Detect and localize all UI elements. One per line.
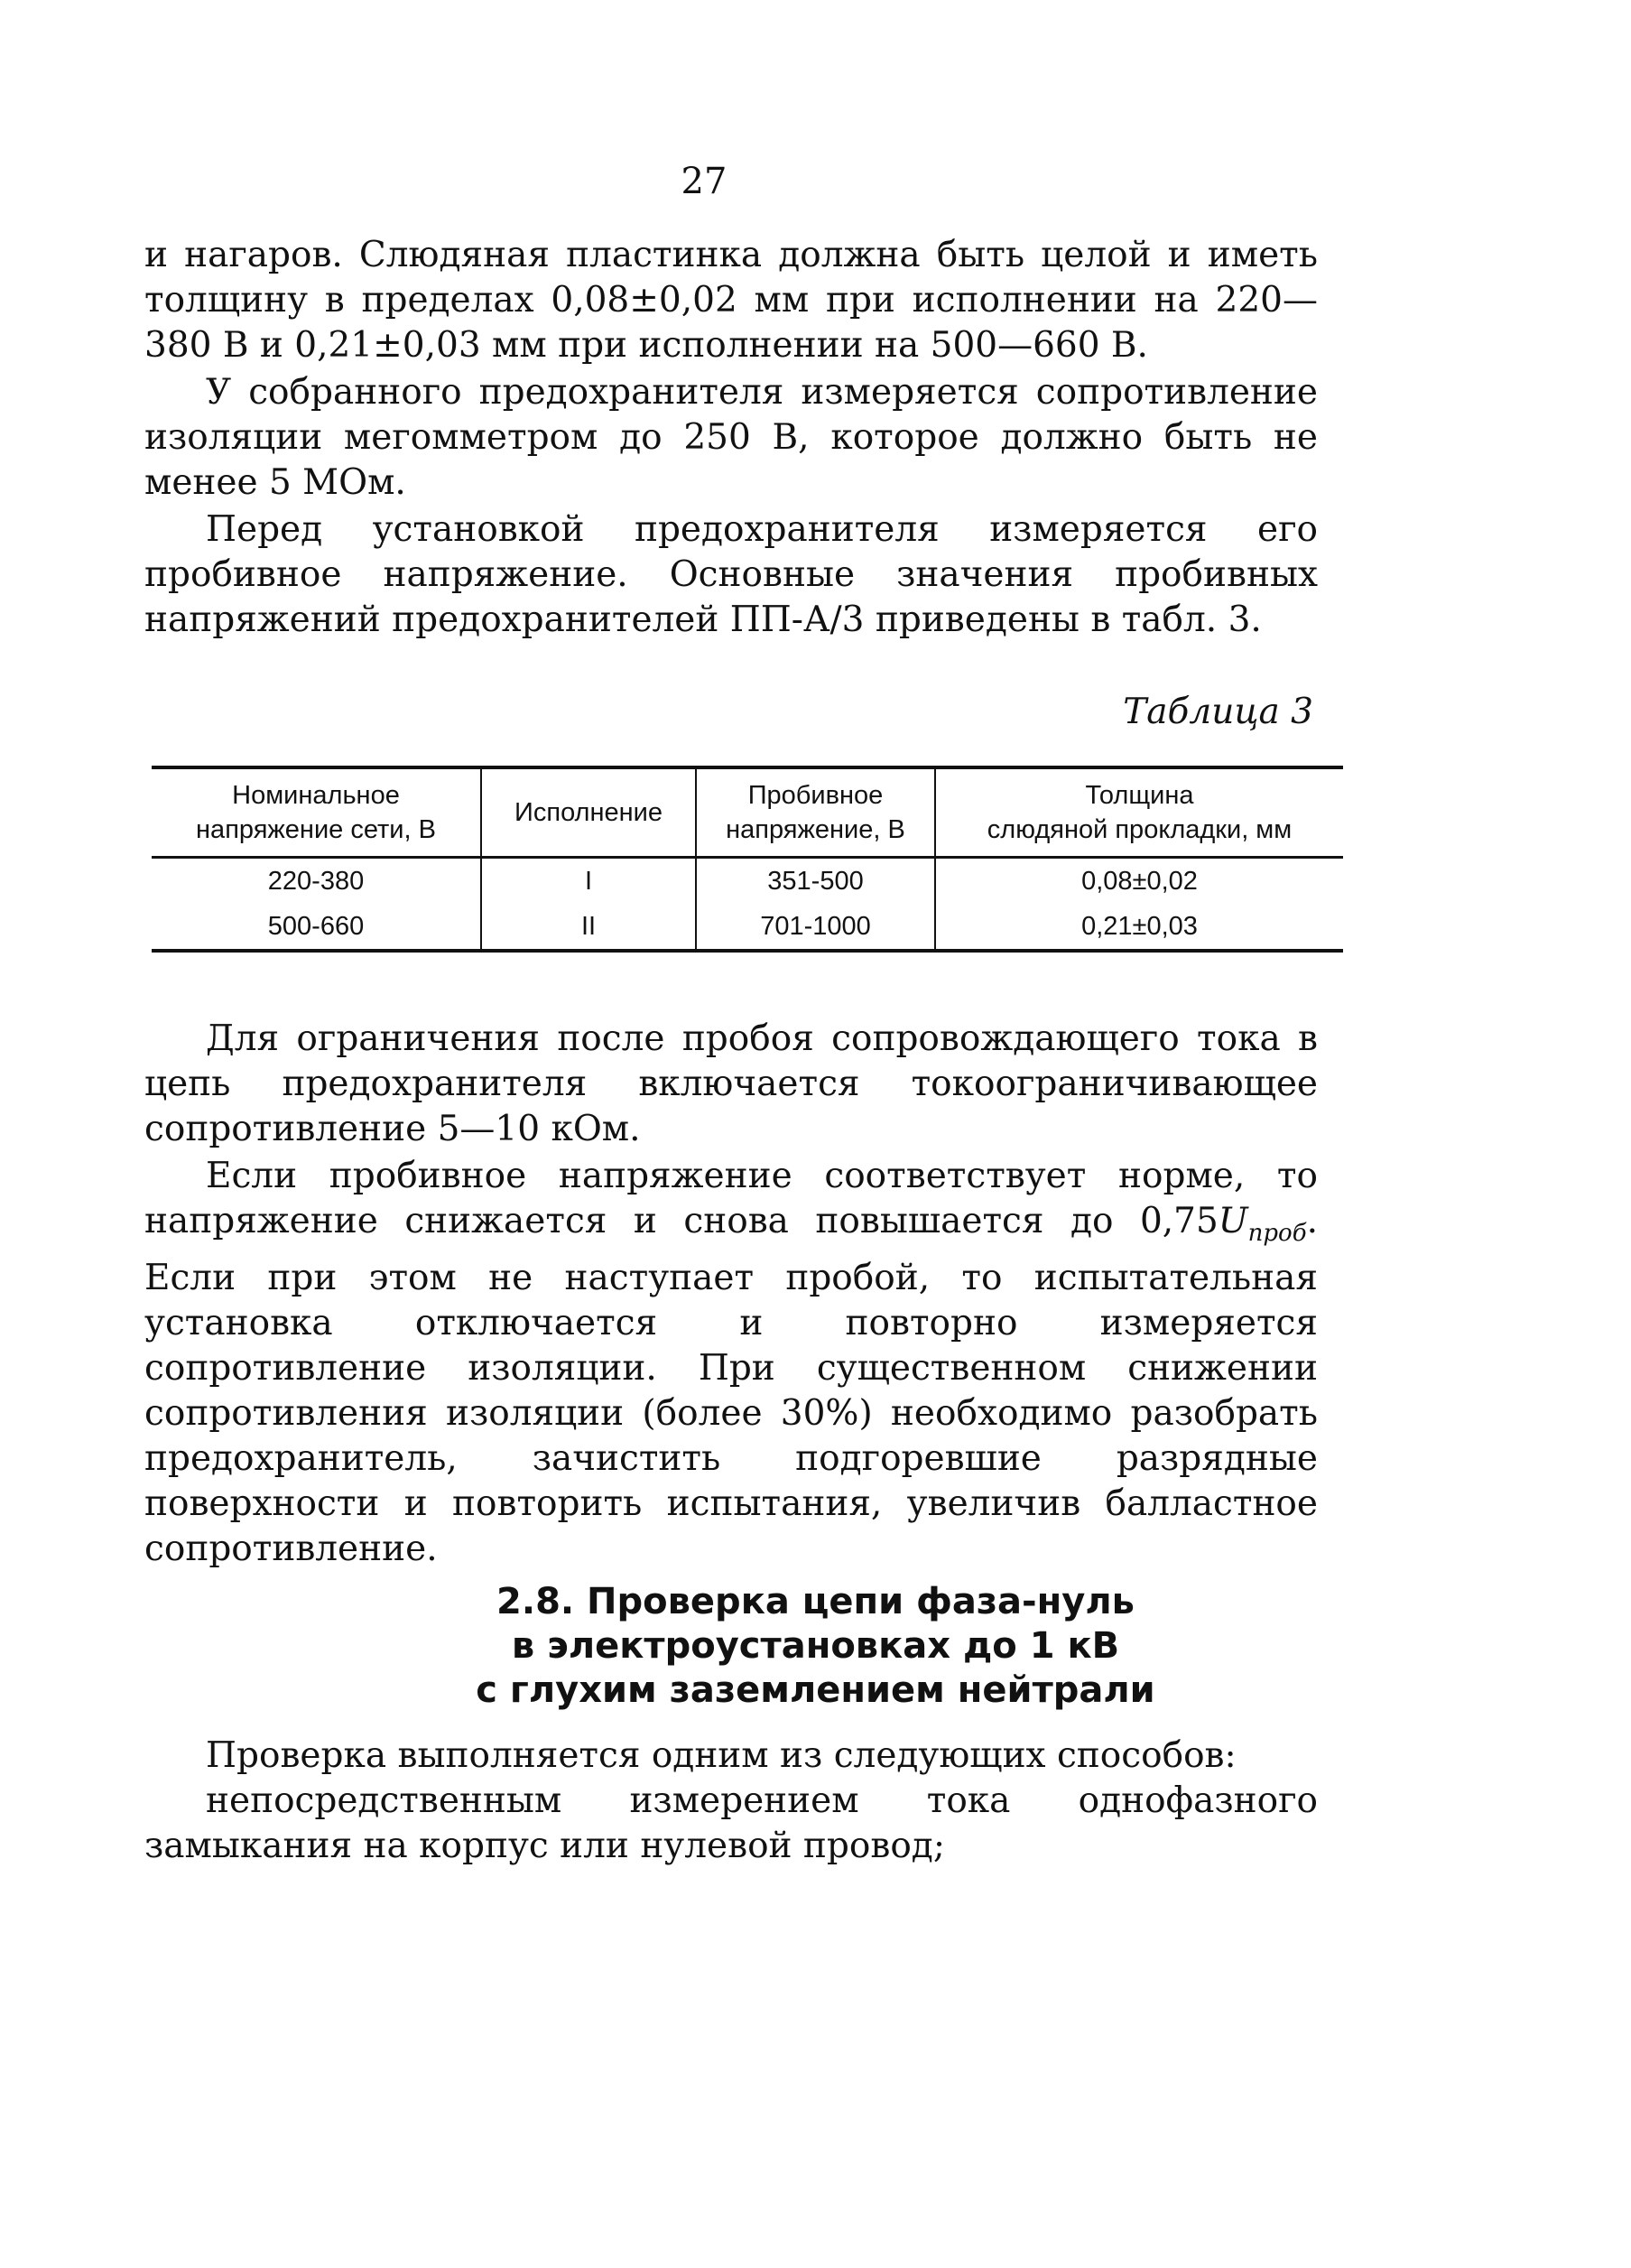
table-cell: 351-500 <box>696 858 935 905</box>
table-row <box>152 904 1343 951</box>
header-breakdown-voltage: Пробивное напряжение, В <box>696 767 935 858</box>
table-header-row <box>152 767 1343 858</box>
table-cell: I <box>481 858 696 905</box>
header-execution: Исполнение <box>481 767 696 858</box>
middle-text <box>144 1017 1318 1572</box>
header-nominal-voltage: Номинальное напряжение сети, В <box>196 781 436 844</box>
table-cell: 0,08±0,02 <box>935 858 1343 905</box>
paragraph-insulation-resistance: У собранного предохранителя измеряется сопротивление изоляции мегомметром до 250 В, которое должно быть не менее 5 МОм. <box>144 372 1318 503</box>
table-row <box>152 858 1343 905</box>
paragraph-methods-intro: Проверка выполняется одним из следующих способов: <box>206 1735 1237 1776</box>
intro-text <box>144 233 1318 643</box>
page-number: 27 <box>681 161 727 202</box>
section-text <box>144 1734 1318 1869</box>
paragraph-mica-plate: и нагаров. Слюдяная пластинка должна быть целой и иметь толщину в пределах 0,08±0,02 мм при исполнении на 220—380 В и 0,21±0,03 мм при исполнении на 500—660 В. <box>144 235 1318 366</box>
paragraph-breakdown-voltage: Перед установкой предохранителя измеряется его пробивное напряжение. Основные значения пробивных напряжений предохранителей ПП-А/3 приведены в табл. 3. <box>144 509 1318 640</box>
paragraph-direct-measurement: непосредственным измерением тока однофазного замыкания на корпус или нулевой провод; <box>144 1780 1318 1866</box>
breakdown-voltage-table <box>152 766 1343 953</box>
section-heading: 2.8. Проверка цепи фаза-нуль в электроустановках до 1 кВ с глухим заземлением нейтрали <box>476 1581 1155 1711</box>
table-cell: 500-660 <box>267 911 365 941</box>
table-cell: 220-380 <box>267 866 365 896</box>
paragraph-current-limiting: Для ограничения после пробоя сопровождающего тока в цепь предохранителя включается токоограничивающее сопротивление 5—10 кОм. <box>144 1018 1318 1149</box>
table-cell: 701-1000 <box>696 904 935 951</box>
table-caption: Таблица 3 <box>1123 692 1313 732</box>
header-mica-thickness: Толщина слюдяной прокладки, мм <box>935 767 1343 858</box>
table-cell: II <box>481 904 696 951</box>
paragraph-voltage-test: Если пробивное напряжение соответствует норме, то напряжение снижается и снова повышается до $0,75U_{проб}$. Если при этом не наступает пробой, то испытательная установка отключается и повторно измеряется сопротивление изоляции. При существенном снижении сопротивления изоляции (более 30%) необходимо разобрать предохранитель, зачистить подгоревшие разрядные поверхности и повторить испытания, увеличив балластное сопротивление. <box>144 1156 1318 1569</box>
table-cell: 0,21±0,03 <box>935 904 1343 951</box>
